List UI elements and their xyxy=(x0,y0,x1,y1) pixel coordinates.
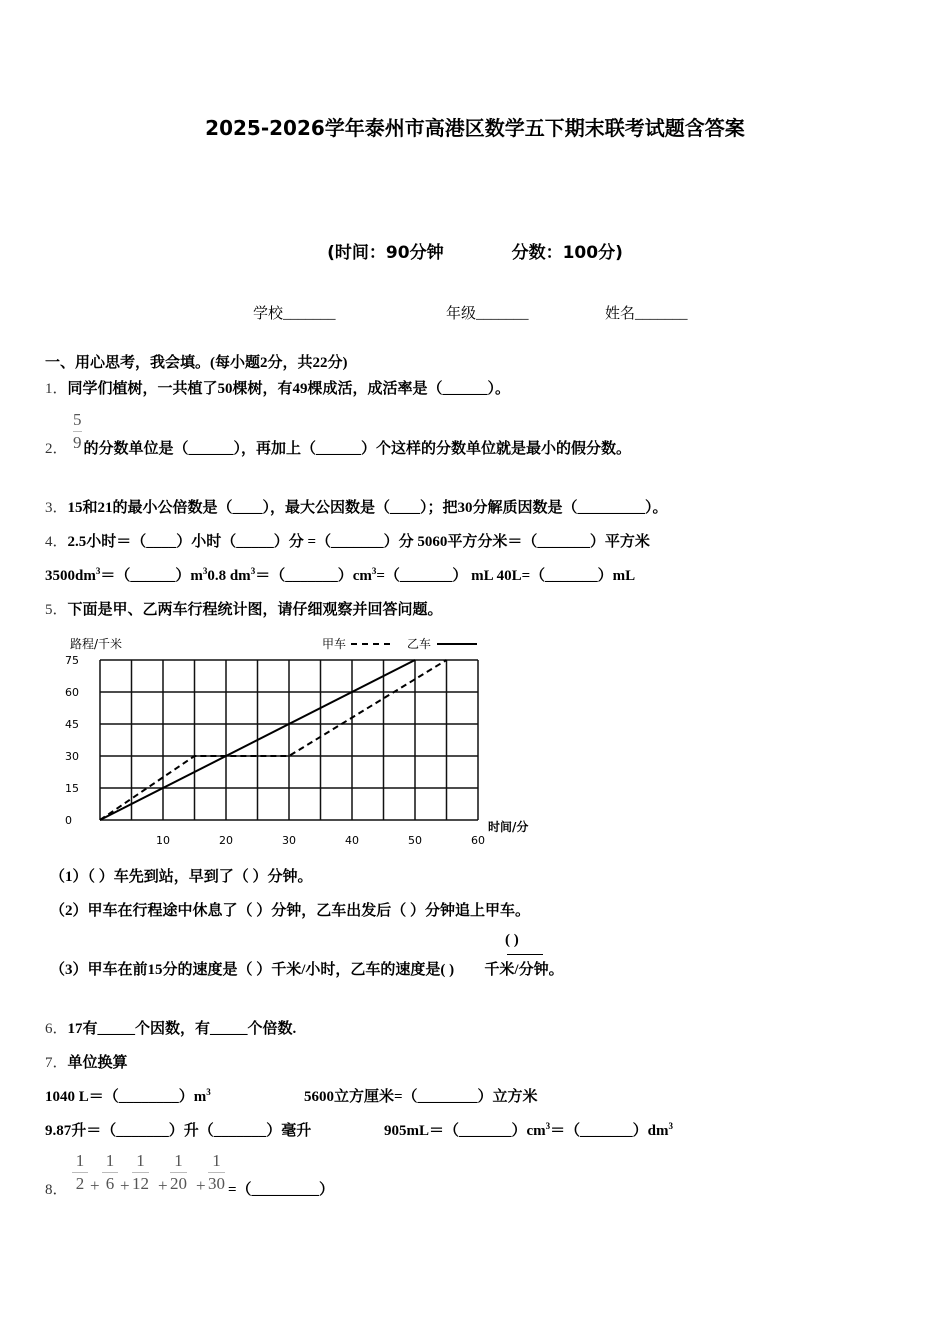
fraction-term xyxy=(132,1151,149,1194)
y-tick-label: 45 xyxy=(65,718,79,731)
fraction-term xyxy=(102,1151,118,1194)
denominator: 12 xyxy=(132,1174,149,1193)
question-7: 7．单位换算 xyxy=(45,1055,128,1071)
numerator: 1 xyxy=(105,1151,115,1170)
x-tick-label: 40 xyxy=(345,834,359,847)
question-7-d: $905mL=(\_\_\_\_\_\_\_)cm^3=(\_\_\_\_\_\_\_)dm^3$ xyxy=(384,1121,673,1139)
plus-sign: + xyxy=(120,1176,130,1195)
x-tick-label: 20 xyxy=(219,834,233,847)
y-axis-label: 路程/千米 xyxy=(70,637,123,651)
section-heading: 一、用心思考，我会填。(每小题2分，共22分) xyxy=(45,355,348,371)
x-tick-label: 50 xyxy=(408,834,422,847)
x-tick-label: 60 xyxy=(471,834,485,847)
question-4: 4．2.5小时＝（____）小时（_____）分 =（_______）分 5060平方分米＝（_______）平方米 xyxy=(45,534,650,550)
name-field: 姓名_______ xyxy=(605,306,688,322)
question-1: 1．同学们植树，一共植了50棵树，有49棵成活，成活率是（______）。 xyxy=(45,381,511,397)
grade-field: 年级_______ xyxy=(446,306,529,322)
question-5-part-1: （1）（ ）车先到站，早到了（ ）分钟。 xyxy=(50,869,313,885)
numerator: 1 xyxy=(174,1151,183,1170)
travel-line-chart xyxy=(45,628,545,850)
x-tick-label: 30 xyxy=(282,834,296,847)
y-tick-label: 75 xyxy=(65,654,79,667)
fraction-bar xyxy=(102,1172,118,1173)
exam-subtitle: (时间：90分钟 分数：100分) xyxy=(327,243,623,263)
fraction-bar xyxy=(132,1172,149,1173)
question-7-a: 1040 $L=(\_\_\_\_\_\_\_\_)m^3$ xyxy=(45,1087,211,1105)
series-line-jia xyxy=(100,660,447,820)
legend-label-yi: 乙车 xyxy=(407,637,432,651)
plus-sign: + xyxy=(158,1176,168,1195)
y-tick-label: 30 xyxy=(65,750,79,763)
fraction-5-9: 5 9 xyxy=(73,410,82,452)
y-tick-label: 0 xyxy=(65,814,72,827)
page-title: 2025-2026学年泰州市高港区数学五下期末联考试题含答案 xyxy=(205,116,745,140)
fraction-bar xyxy=(507,954,543,955)
question-8-answer: =（_________） xyxy=(228,1182,335,1198)
fraction-numerator-blank: ( ) xyxy=(505,932,519,948)
question-5-part-2: （2）甲车在行程途中休息了（ ）分钟，乙车出发后（ ）分钟追上甲车。 xyxy=(50,903,531,919)
fraction-term xyxy=(208,1151,225,1194)
numerator: 1 xyxy=(75,1151,85,1170)
y-tick-label: 15 xyxy=(65,782,79,795)
question-7-c: 9.87升＝（_______）升（_______）毫升 xyxy=(45,1123,312,1139)
denominator: 6 xyxy=(105,1174,115,1193)
denominator: 2 xyxy=(75,1174,85,1193)
fraction-term xyxy=(170,1151,187,1194)
fraction-bar xyxy=(208,1172,225,1173)
question-7-b: 5600立方厘米=（________）立方米 xyxy=(304,1089,538,1105)
x-axis-label: 时间/分 xyxy=(488,820,529,834)
numerator: 1 xyxy=(136,1151,145,1170)
legend xyxy=(322,637,477,651)
question-3: 3．15和21的最小公倍数是（____），最大公因数是（____）；把30分解质因数是（_________）。 xyxy=(45,500,668,516)
plus-sign: + xyxy=(90,1176,100,1195)
question-5: 5．下面是甲、乙两车行程统计图，请仔细观察并回答问题。 xyxy=(45,602,443,618)
y-tick-label: 60 xyxy=(65,686,79,699)
question-8: 8． xyxy=(45,1182,68,1198)
fraction-bar xyxy=(72,1172,88,1173)
school-field: 学校_______ xyxy=(253,306,336,322)
legend-label-jia: 甲车 xyxy=(322,637,347,651)
question-5-part-3: （3）甲车在前15分的速度是（ ）千米/小时，乙车的速度是( ) 千米/分钟。 xyxy=(50,962,564,978)
denominator: 20 xyxy=(170,1174,187,1193)
plus-sign: + xyxy=(196,1176,206,1195)
fraction-bar xyxy=(170,1172,187,1173)
denominator: 30 xyxy=(208,1174,225,1193)
question-4-line-2: $3500dm^3=(\_\_\_\_\_\_)m^30.8$ $dm^3=(\_\_\_\_\_\_\_)cm^3=(\_\_\_\_\_\_\_)$ mL 40L=（_______）mL xyxy=(45,566,636,584)
x-tick-label: 10 xyxy=(156,834,170,847)
question-2: 2． 的分数单位是（______），再加上（______）个这样的分数单位就是最小的假分数。 xyxy=(45,441,632,457)
question-6: 6．17有_____个因数，有_____个倍数. xyxy=(45,1021,297,1037)
fraction-term xyxy=(72,1151,88,1194)
numerator: 1 xyxy=(212,1151,221,1170)
